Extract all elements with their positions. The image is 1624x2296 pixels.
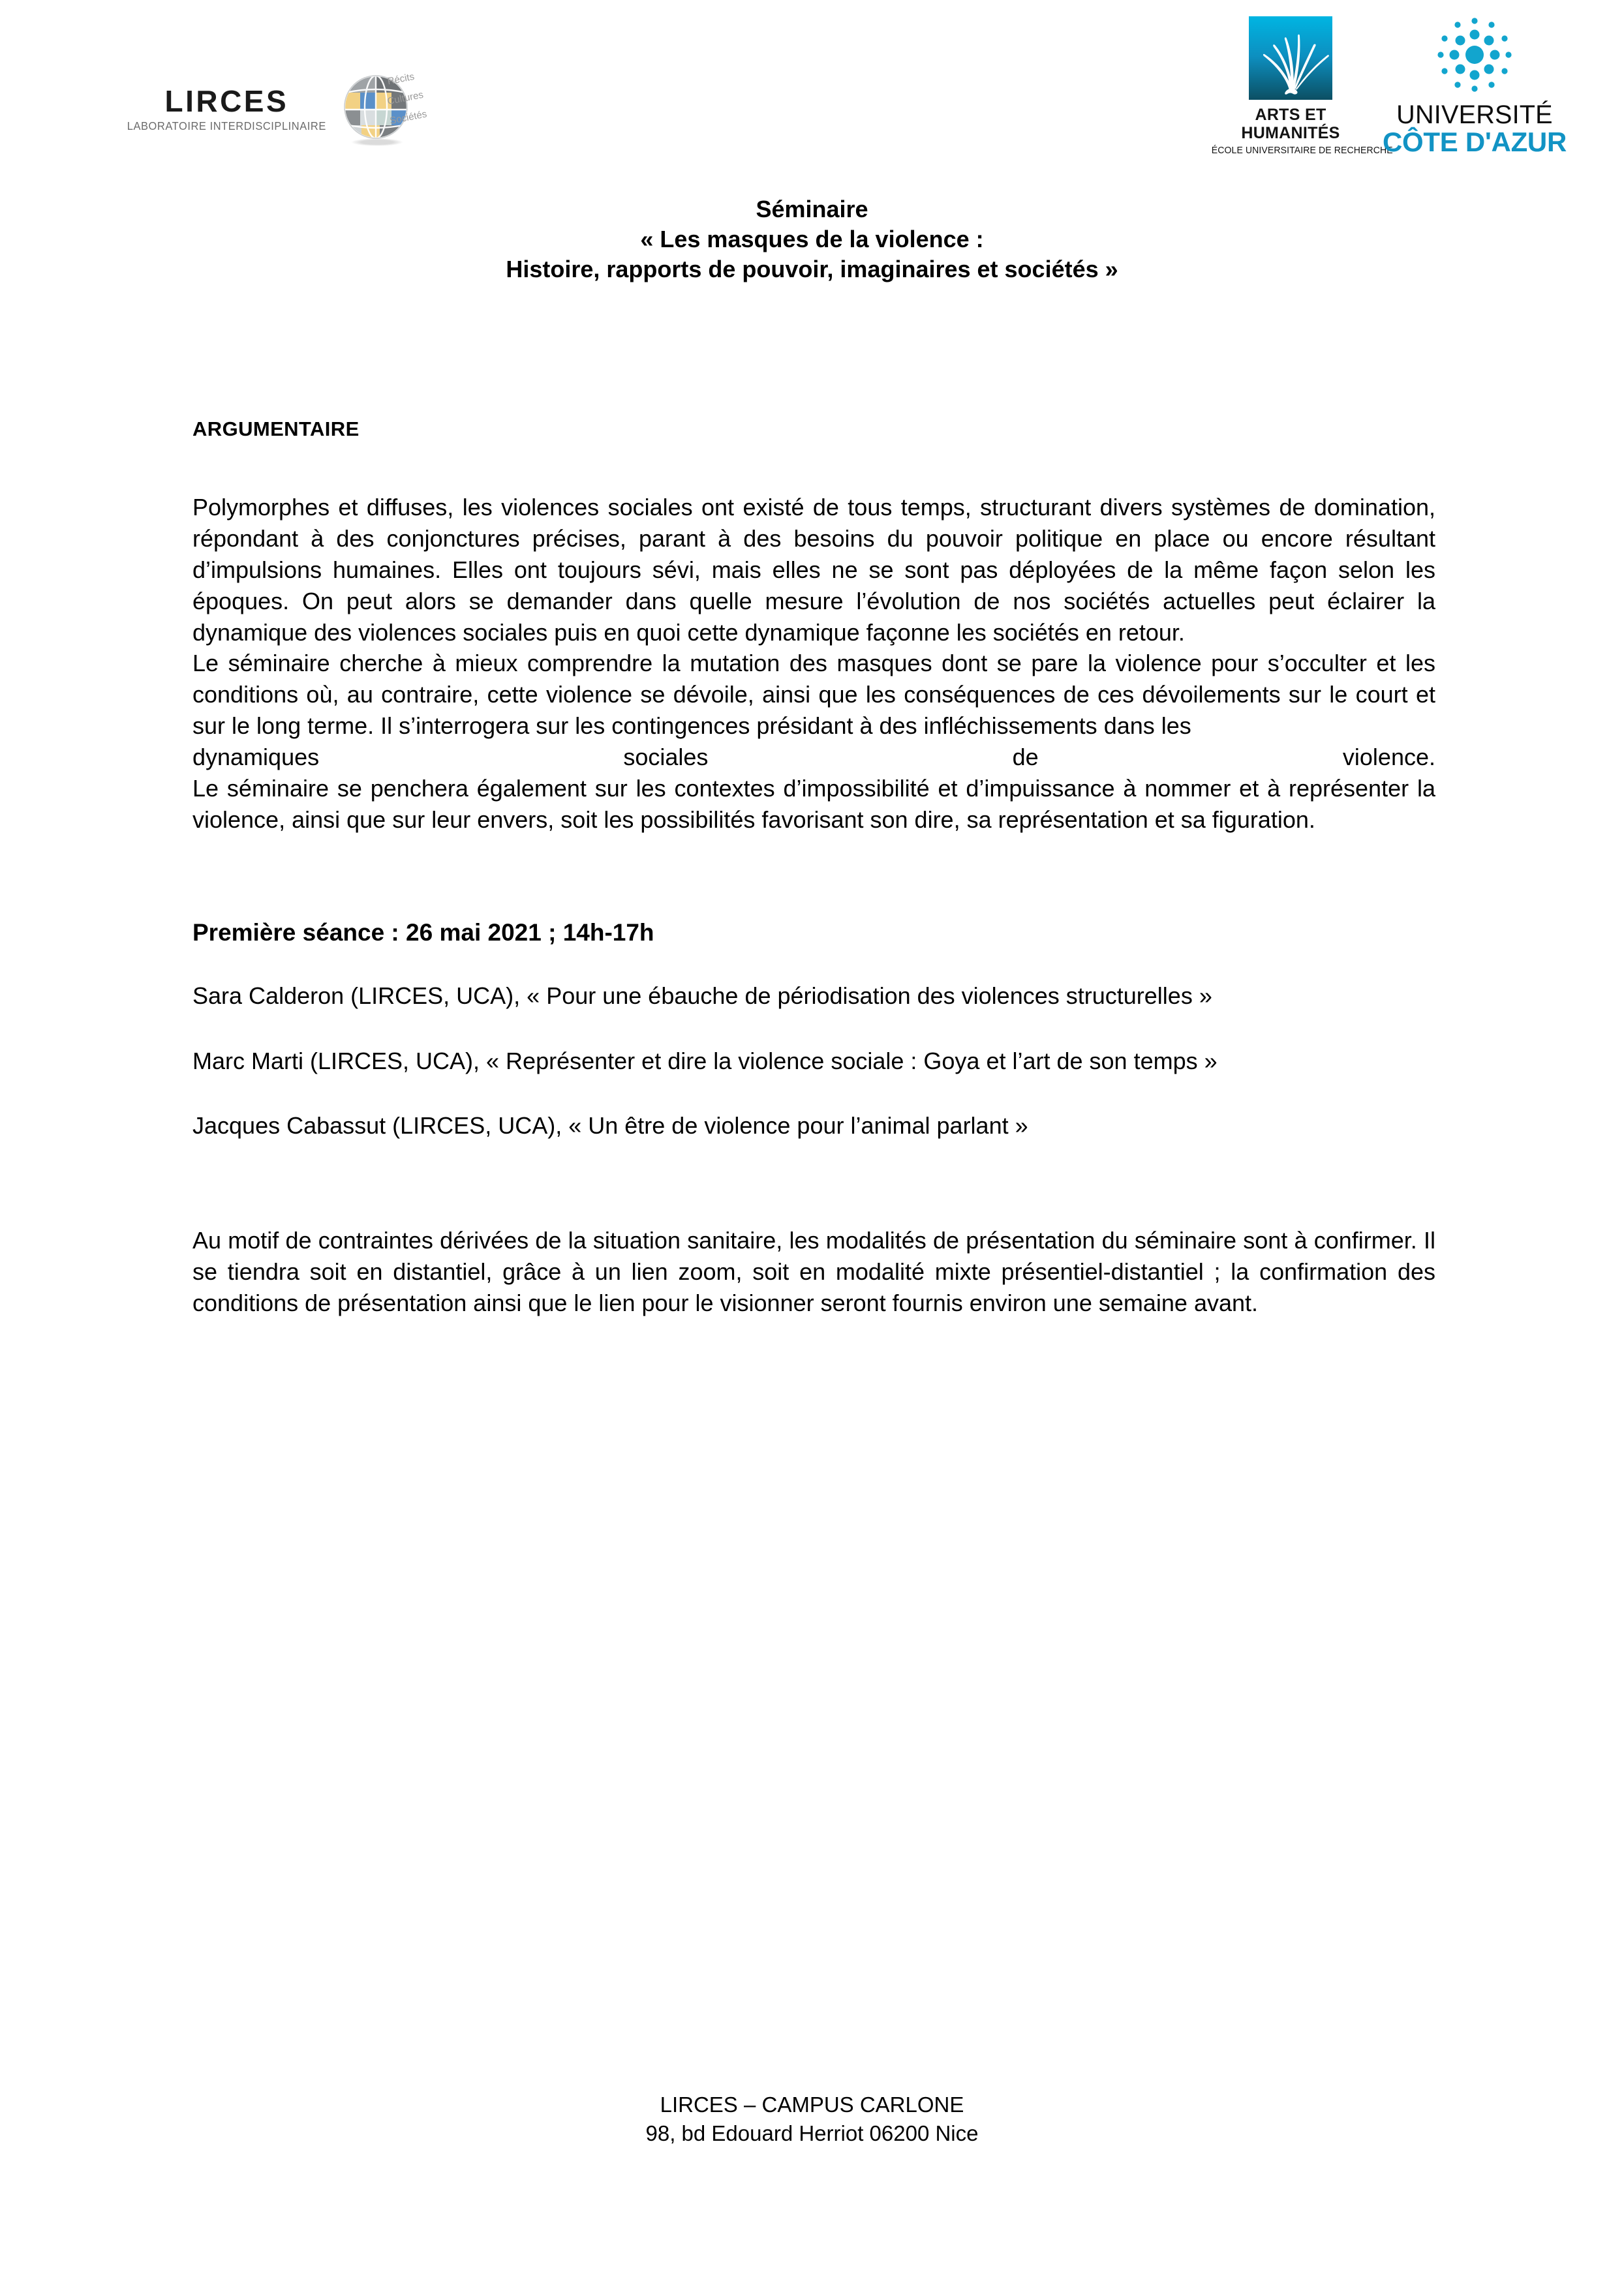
footer-line-2: 98, bd Edouard Herriot 06200 Nice xyxy=(645,2121,979,2145)
uca-line1: UNIVERSITÉ xyxy=(1396,100,1553,129)
title-line-3: Histoire, rapports de pouvoir, imaginaires et sociétés » xyxy=(506,256,1118,283)
lirces-globe-words xyxy=(381,62,478,149)
argumentaire-paragraph-1: Polymorphes et diffuses, les violences sociales ont existé de tous temps, structurant divers systèmes de domination, répondant à des conjonctures précises, parant à des besoins du pouvoir politique en place ou encore résultant d’impulsions humaines. Elles ont toujours sévi, mais elles ne se sont pas déployées de la même façon selon les époques. On peut alors se demander dans quelle mesure l’évolution de nos sociétés actuelles peut éclairer la dynamique des violences sociales puis en quoi cette dynamique façonne les sociétés en retour. xyxy=(192,494,1435,646)
globe-word-societes: Sociétés xyxy=(388,108,428,127)
document-header xyxy=(0,0,1624,176)
open-book-icon xyxy=(1249,16,1332,100)
globe-word-cultures: Cultures xyxy=(386,89,424,108)
title-line-2: « Les masques de la violence : xyxy=(640,226,984,253)
argumentaire-paragraph-3: Le séminaire se penchera également sur les contextes d’impossibilité et d’impuissance à nommer et à représenter la violence, ainsi que sur leur envers, soit les possibilités favorisant son dire, sa représentation et sa figuration. xyxy=(192,774,1435,833)
argumentaire-paragraph-2-spread: dynamiques sociales de violence. xyxy=(192,744,1435,770)
arts-humanites-title xyxy=(1209,106,1372,142)
page-footer xyxy=(0,2091,1624,2148)
arts-humanites-subtitle: ÉCOLE UNIVERSITAIRE DE RECHERCHE xyxy=(1211,145,1393,156)
page-title xyxy=(0,194,1624,284)
notice-paragraph: Au motif de contraintes dérivées de la situation sanitaire, les modalités de présentation du séminaire sont à confirmer. Il se tiendra soit en distantiel, grâce à un lien zoom, soit en modalité mixte présentiel-distantiel ; la confirmation des conditions de présentation ainsi que le lien pour le visionner seront fournis environ une semaine avant. xyxy=(192,1227,1435,1316)
talk-item: Jacques Cabassut (LIRCES, UCA), « Un être de violence pour l’animal parlant » xyxy=(192,1112,1028,1140)
talk-item: Marc Marti (LIRCES, UCA), « Représenter et dire la violence sociale : Goya et l’art de son temps » xyxy=(192,1047,1218,1074)
lirces-subtitle: LABORATOIRE INTERDISCIPLINAIRE xyxy=(127,119,326,132)
footer-line-1: LIRCES – CAMPUS CARLONE xyxy=(660,2092,964,2117)
argumentaire-label: ARGUMENTAIRE xyxy=(192,417,360,440)
talk-item: Sara Calderon (LIRCES, UCA), « Pour une ébauche de périodisation des violences structurelles » xyxy=(192,982,1212,1009)
universite-cote-dazur-logo xyxy=(1377,14,1572,157)
title-line-1: Séminaire xyxy=(756,196,868,222)
lirces-globe-wrap xyxy=(342,70,472,149)
uca-line2: CÔTE D'AZUR xyxy=(1382,126,1567,157)
arts-humanites-logo xyxy=(1209,16,1393,156)
document-body xyxy=(192,417,1435,1319)
lirces-name: LIRCES xyxy=(164,84,289,118)
seance-heading: Première séance : 26 mai 2021 ; 14h-17h xyxy=(192,918,654,946)
arts-humanites-line1: ARTS ET xyxy=(1255,106,1326,124)
argumentaire-paragraph-2: Le séminaire cherche à mieux comprendre la mutation des masques dont se pare la violence pour s’occulter et les conditions où, au contraire, cette violence se dévoile, ainsi que les conséquences de ces dévoilements sur le court et sur le long terme. Il s’interrogera sur les contingences présidant à des infléchissements dans les xyxy=(192,650,1435,740)
arts-humanites-line2: HUMANITÉS xyxy=(1241,124,1340,142)
lirces-logo xyxy=(121,70,472,149)
lirces-wordmark xyxy=(121,77,333,132)
globe-word-recits: Récits xyxy=(386,70,416,87)
uca-dot-burst-icon xyxy=(1426,14,1524,96)
